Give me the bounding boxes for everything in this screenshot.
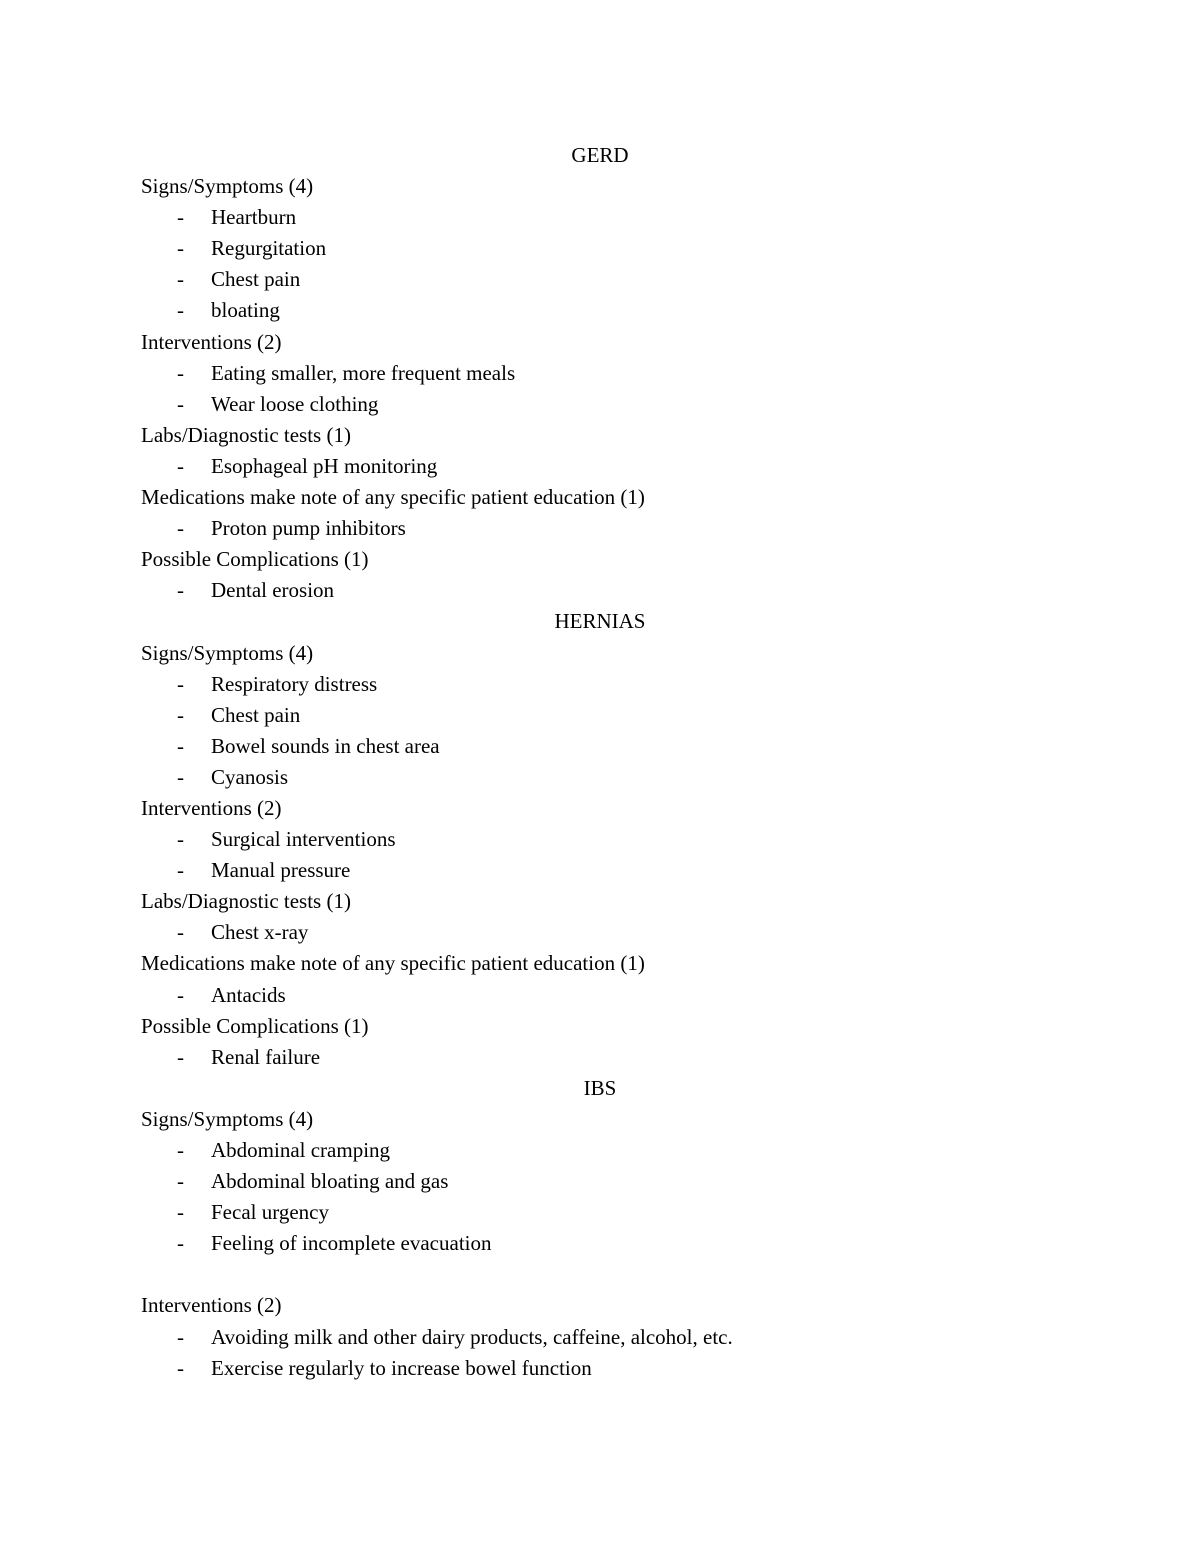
list-item [141, 358, 1059, 389]
list-item-text: Chest x-ray [211, 920, 309, 945]
dash-bullet-icon: - [177, 1044, 184, 1069]
group-heading: Medications make note of any specific patient education (1) [141, 951, 645, 976]
dash-bullet-icon: - [177, 1138, 184, 1162]
group-heading: Medications make note of any specific patient education (1) [141, 485, 645, 510]
group-heading: Labs/Diagnostic tests (1) [141, 889, 351, 914]
list-item-text: Eating smaller, more frequent meals [211, 360, 516, 385]
dash-bullet-icon: - [177, 453, 184, 478]
dash-bullet-icon: - [177, 827, 184, 852]
dash-bullet-icon: - [177, 671, 184, 696]
dash-bullet-icon: - [177, 982, 184, 1007]
list-item [141, 264, 1059, 295]
list-item-text: Proton pump inhibitors [211, 516, 406, 541]
blank-line [141, 1259, 1059, 1290]
document-body [141, 140, 1059, 1384]
list-item-text: Cyanosis [211, 764, 289, 789]
list-item-text: Renal failure [211, 1044, 321, 1069]
group-heading: Interventions (2) [141, 329, 282, 354]
dash-bullet-icon: - [177, 516, 184, 541]
list-item-text: Regurgitation [211, 236, 327, 261]
list-item-text: Feeling of incomplete evacuation [211, 1231, 492, 1256]
dash-bullet-icon: - [177, 578, 184, 603]
list-item-text: Manual pressure [211, 858, 351, 883]
dash-bullet-icon: - [177, 1200, 184, 1225]
list-item [141, 855, 1059, 886]
list-item-text: Antacids [211, 982, 286, 1007]
dash-bullet-icon: - [177, 205, 184, 230]
list-item-text: Exercise regularly to increase bowel function [211, 1355, 592, 1380]
dash-bullet-icon: - [177, 236, 184, 261]
list-item [141, 233, 1059, 264]
list-item-text: Abdominal bloating and gas [211, 1169, 449, 1194]
list-item-text: Fecal urgency [211, 1200, 329, 1225]
list-item [141, 669, 1059, 700]
list-item [141, 295, 1059, 326]
dash-bullet-icon: - [177, 920, 184, 945]
dash-bullet-icon: - [177, 391, 184, 416]
section-title: IBS [583, 1075, 617, 1100]
group-heading: Labs/Diagnostic tests (1) [141, 422, 351, 447]
list-item-text: Bowel sounds in chest area [211, 733, 440, 758]
dash-bullet-icon: - [177, 298, 184, 323]
list-item-text: bloating [211, 298, 280, 323]
list-item-text: Surgical interventions [211, 827, 396, 852]
group-heading: Signs/Symptoms (4) [141, 640, 314, 665]
list-item-text: Avoiding milk and other dairy products, caffeine, alcohol, etc. [211, 1324, 733, 1349]
list-item [141, 731, 1059, 762]
section-title: GERD [571, 143, 629, 167]
list-item [141, 575, 1059, 606]
group-heading: Possible Complications (1) [141, 1013, 369, 1038]
dash-bullet-icon: - [177, 267, 184, 292]
list-item-text: Abdominal cramping [211, 1138, 391, 1162]
list-item [141, 451, 1059, 482]
group-heading: Interventions (2) [141, 795, 282, 820]
group-heading: Signs/Symptoms (4) [141, 174, 314, 199]
list-item [141, 1197, 1059, 1228]
list-item [141, 1322, 1059, 1353]
list-item [141, 917, 1059, 948]
dash-bullet-icon: - [177, 733, 184, 758]
list-item-text: Esophageal pH monitoring [211, 453, 438, 478]
section-title: HERNIAS [554, 609, 646, 634]
list-item [141, 202, 1059, 233]
dash-bullet-icon: - [177, 858, 184, 883]
list-item [141, 1042, 1059, 1073]
group-heading: Signs/Symptoms (4) [141, 1106, 314, 1131]
list-item-text: Dental erosion [211, 578, 335, 603]
list-item [141, 824, 1059, 855]
list-item [141, 700, 1059, 731]
list-item [141, 980, 1059, 1011]
dash-bullet-icon: - [177, 1231, 184, 1256]
group-heading: Interventions (2) [141, 1293, 282, 1318]
list-item [141, 513, 1059, 544]
list-item [141, 389, 1059, 420]
list-item [141, 1353, 1059, 1384]
dash-bullet-icon: - [177, 1355, 184, 1380]
list-item-text: Respiratory distress [211, 671, 378, 696]
list-item [141, 1228, 1059, 1259]
list-item [141, 1166, 1059, 1197]
dash-bullet-icon: - [177, 1324, 184, 1349]
list-item-text: Wear loose clothing [211, 391, 379, 416]
list-item-text: Heartburn [211, 205, 297, 230]
list-item [141, 762, 1059, 793]
list-item [141, 1135, 1059, 1166]
list-item-text: Chest pain [211, 702, 301, 727]
dash-bullet-icon: - [177, 360, 184, 385]
dash-bullet-icon: - [177, 1169, 184, 1194]
dash-bullet-icon: - [177, 702, 184, 727]
list-item-text: Chest pain [211, 267, 301, 292]
dash-bullet-icon: - [177, 764, 184, 789]
group-heading: Possible Complications (1) [141, 547, 369, 572]
